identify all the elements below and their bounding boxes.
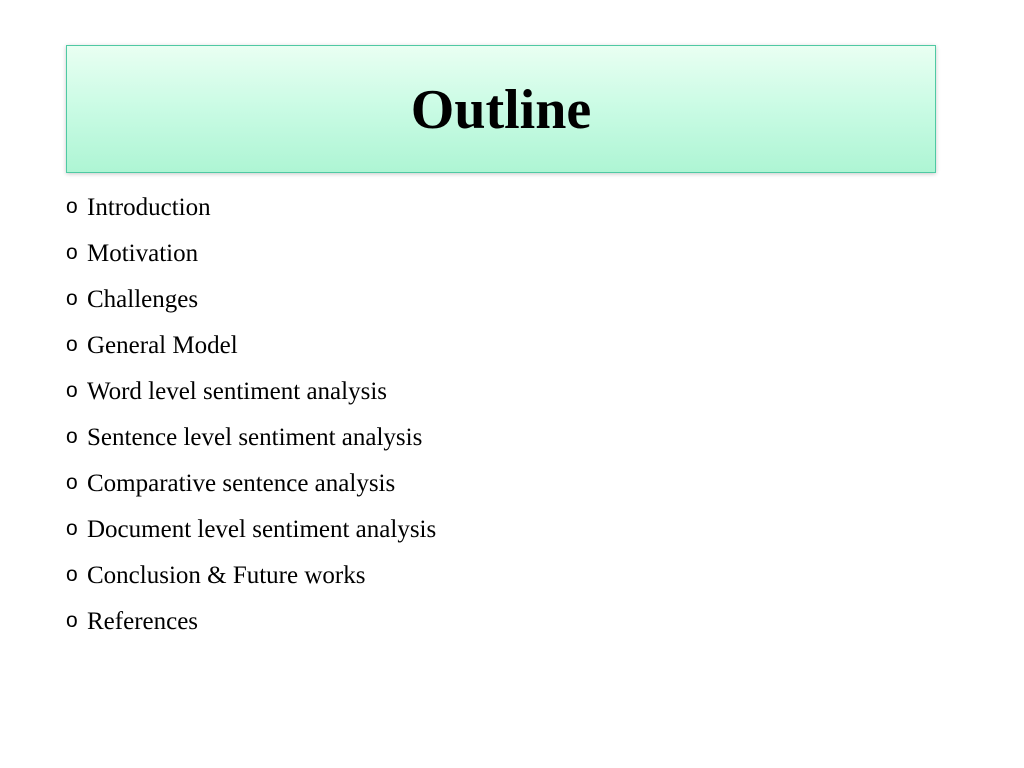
list-item-label: Challenges <box>87 286 199 313</box>
bullet-icon: o <box>66 241 78 264</box>
list-item-label: General Model <box>87 332 238 359</box>
list-item-label: Motivation <box>87 240 199 267</box>
list-item-label: Conclusion & Future works <box>87 562 366 589</box>
list-item-label: Introduction <box>87 194 211 221</box>
list-item <box>66 423 436 469</box>
bullet-icon: o <box>66 563 78 586</box>
list-item <box>66 607 436 653</box>
list-item-label: References <box>87 608 199 635</box>
bullet-icon: o <box>66 287 78 310</box>
bullet-icon: o <box>66 517 78 540</box>
outline-list <box>66 193 436 653</box>
list-item-label: Document level sentiment analysis <box>87 516 437 543</box>
list-item <box>66 285 436 331</box>
list-item <box>66 239 436 285</box>
slide-title: Outline <box>410 79 592 141</box>
list-item-label: Word level sentiment analysis <box>87 378 387 405</box>
list-item <box>66 561 436 607</box>
bullet-icon: o <box>66 333 78 356</box>
bullet-icon: o <box>66 471 78 494</box>
list-item <box>66 515 436 561</box>
title-banner <box>66 45 936 173</box>
list-item-label: Comparative sentence analysis <box>87 470 396 497</box>
list-item <box>66 193 436 239</box>
list-item <box>66 331 436 377</box>
list-item-label: Sentence level sentiment analysis <box>87 424 423 451</box>
list-item <box>66 377 436 423</box>
bullet-icon: o <box>66 425 78 448</box>
list-item <box>66 469 436 515</box>
bullet-icon: o <box>66 379 78 402</box>
bullet-icon: o <box>66 609 78 632</box>
bullet-icon: o <box>66 195 78 218</box>
